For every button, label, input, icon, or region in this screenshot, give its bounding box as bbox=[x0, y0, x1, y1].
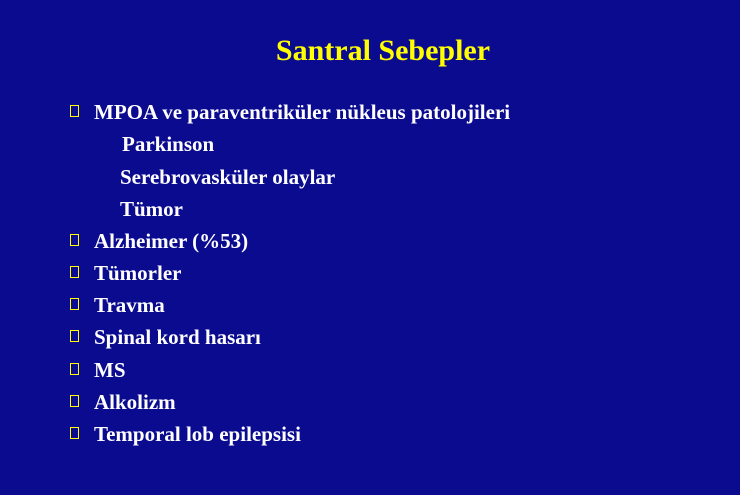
square-bullet-icon bbox=[70, 266, 79, 278]
slide-title: Santral Sebepler bbox=[275, 34, 491, 67]
list-subitem-text: Parkinson bbox=[122, 132, 215, 156]
list-subitem-text: Serebrovasküler olaylar bbox=[120, 165, 336, 189]
list-item-text: Alkolizm bbox=[94, 390, 176, 414]
list-item-text: Alzheimer (%53) bbox=[94, 229, 249, 253]
square-bullet-icon bbox=[70, 105, 79, 117]
list-item-text: Spinal kord hasarı bbox=[94, 325, 261, 349]
list-subitem-text: Tümor bbox=[120, 197, 183, 221]
list-item-text: Temporal lob epilepsisi bbox=[94, 422, 301, 446]
square-bullet-icon bbox=[70, 395, 79, 407]
list-item-text: MS bbox=[94, 358, 126, 382]
list-item-text: MPOA ve paraventriküler nükleus patolojileri bbox=[94, 100, 511, 124]
square-bullet-icon bbox=[70, 298, 79, 310]
square-bullet-icon bbox=[70, 330, 79, 342]
square-bullet-icon bbox=[70, 363, 79, 375]
list-item-text: Travma bbox=[94, 293, 165, 317]
square-bullet-icon bbox=[70, 427, 79, 439]
square-bullet-icon bbox=[70, 234, 79, 246]
list-item-text: Tümorler bbox=[94, 261, 182, 285]
